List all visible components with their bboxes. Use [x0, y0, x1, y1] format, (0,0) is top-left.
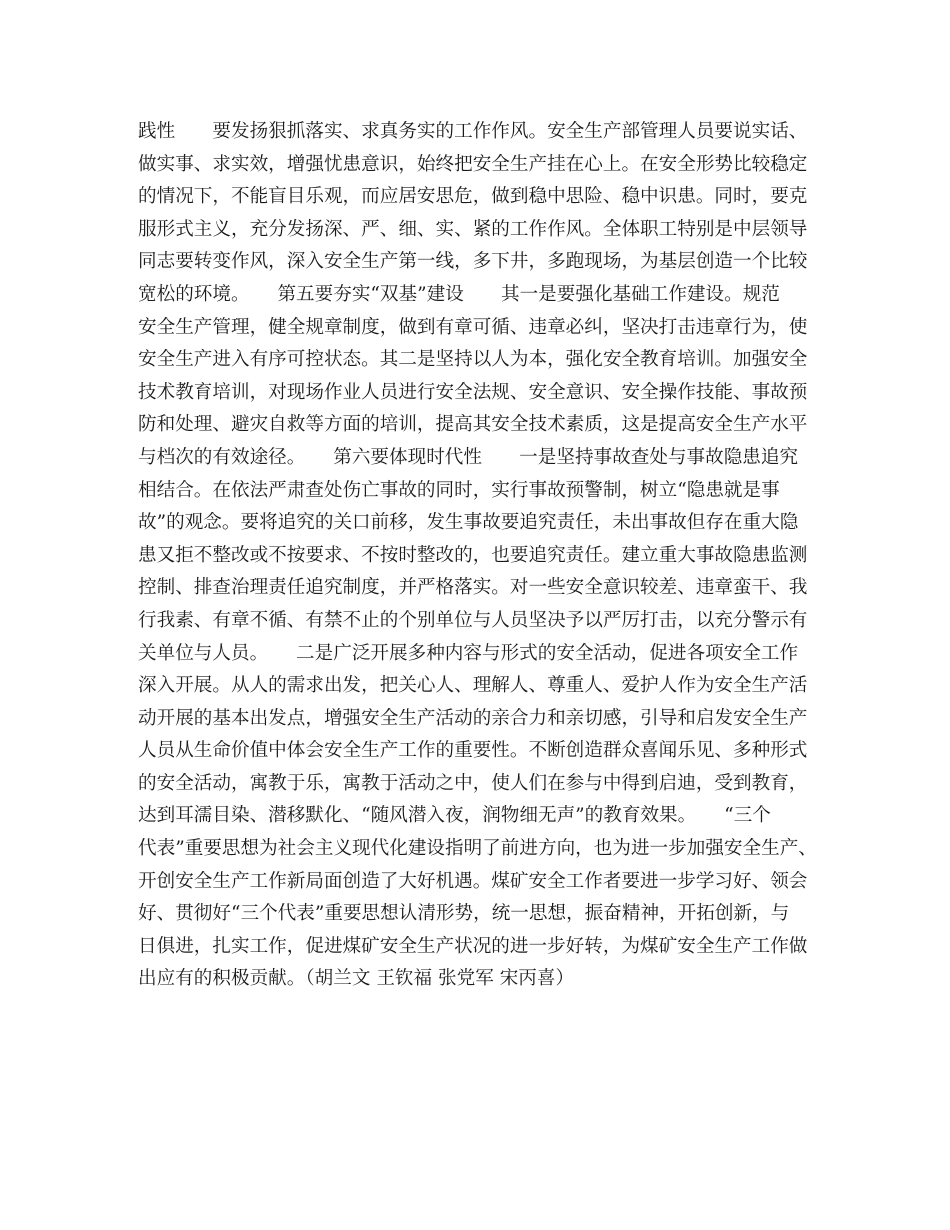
text-line: 安全生产进入有序可控状态。其二是坚持以人为本，强化安全教育培训。加强安全 [138, 349, 808, 371]
text-line: 的安全活动，寓教于乐，寓教于活动之中，使人们在参与中得到启迪，受到教育， [138, 772, 808, 794]
text-line: 与档次的有效途径。 第六要体现时代性 一是坚持事故查处与事故隐患追究 [138, 446, 799, 468]
text-line: 行我素、有章不循、有禁不止的个别单位与人员坚决予以严厉打击，以充分警示有 [138, 609, 808, 631]
text-line: 践性 要发扬狠抓落实、求真务实的工作作风。安全生产部管理人员要说实话、 [138, 121, 808, 142]
text-line: 同志要转变作风，深入安全生产第一线，多下井，多跑现场，为基层创造一个比较 [138, 251, 808, 273]
text-line: 安全生产管理，健全规章制度，做到有章可循、违章必纠，坚决打击违章行为，使 [138, 316, 808, 338]
text-line: 防和处理、避灾自救等方面的培训，提高其安全技术素质，这是提高安全生产水平 [138, 414, 808, 436]
text-line: 服形式主义，充分发扬深、严、细、实、紧的工作作风。全体职工特别是中层领导 [138, 218, 808, 240]
text-line: 出应有的积极贡献。（胡兰文 王钦福 张党军 宋丙喜） [138, 968, 575, 990]
text-line: 深入开展。从人的需求出发，把关心人、理解人、尊重人、爱护人作为安全生产活 [138, 675, 808, 697]
text-line: 相结合。在依法严肃查处伤亡事故的同时，实行事故预警制，树立“隐患就是事 [138, 479, 780, 501]
text-line: 宽松的环境。 第五要夯实“双基”建设 其一是要强化基础工作建设。规范 [138, 283, 780, 305]
text-line: 控制、排查治理责任追究制度，并严格落实。对一些安全意识较差、违章蛮干、我 [138, 577, 808, 599]
text-line: 的情况下，不能盲目乐观，而应居安思危，做到稳中思险、稳中识患。同时，要克 [138, 186, 808, 208]
text-line: 关单位与人员。 二是广泛开展多种内容与形式的安全活动，促进各项安全工作 [138, 642, 799, 664]
text-line: 患又拒不整改或不按要求、不按时整改的，也要追究责任。建立重大事故隐患监测 [138, 544, 808, 566]
text-line: 代表”重要思想为社会主义现代化建设指明了前进方向，也为进一步加强安全生产、 [138, 838, 817, 860]
text-line: 日俱进，扎实工作，促进煤矿安全生产状况的进一步好转，为煤矿安全生产工作做 [138, 935, 808, 957]
text-line: 达到耳濡目染、潜移默化、“随风潜入夜，润物细无声”的教育效果。 “三个 [138, 805, 771, 827]
text-line: 技术教育培训，对现场作业人员进行安全法规、安全意识、安全操作技能、事故预 [138, 381, 808, 403]
text-line: 做实事、求实效，增强忧患意识，始终把安全生产挂在心上。在安全形势比较稳定 [138, 153, 808, 175]
text-line: 人员从生命价值中体会安全生产工作的重要性。不断创造群众喜闻乐见、多种形式 [138, 740, 808, 762]
text-line: 好、贯彻好“三个代表”重要思想认清形势，统一思想，振奋精神，开拓创新，与 [138, 903, 790, 925]
body-text [138, 116, 828, 996]
text-line: 开创安全生产工作新局面创造了大好机遇。煤矿安全工作者要进一步学习好、领会 [138, 870, 808, 892]
text-line: 动开展的基本出发点，增强安全生产活动的亲合力和亲切感，引导和启发安全生产 [138, 707, 808, 729]
text-line: 故”的观念。要将追究的关口前移，发生事故要追究责任，未出事故但存在重大隐 [138, 512, 799, 534]
